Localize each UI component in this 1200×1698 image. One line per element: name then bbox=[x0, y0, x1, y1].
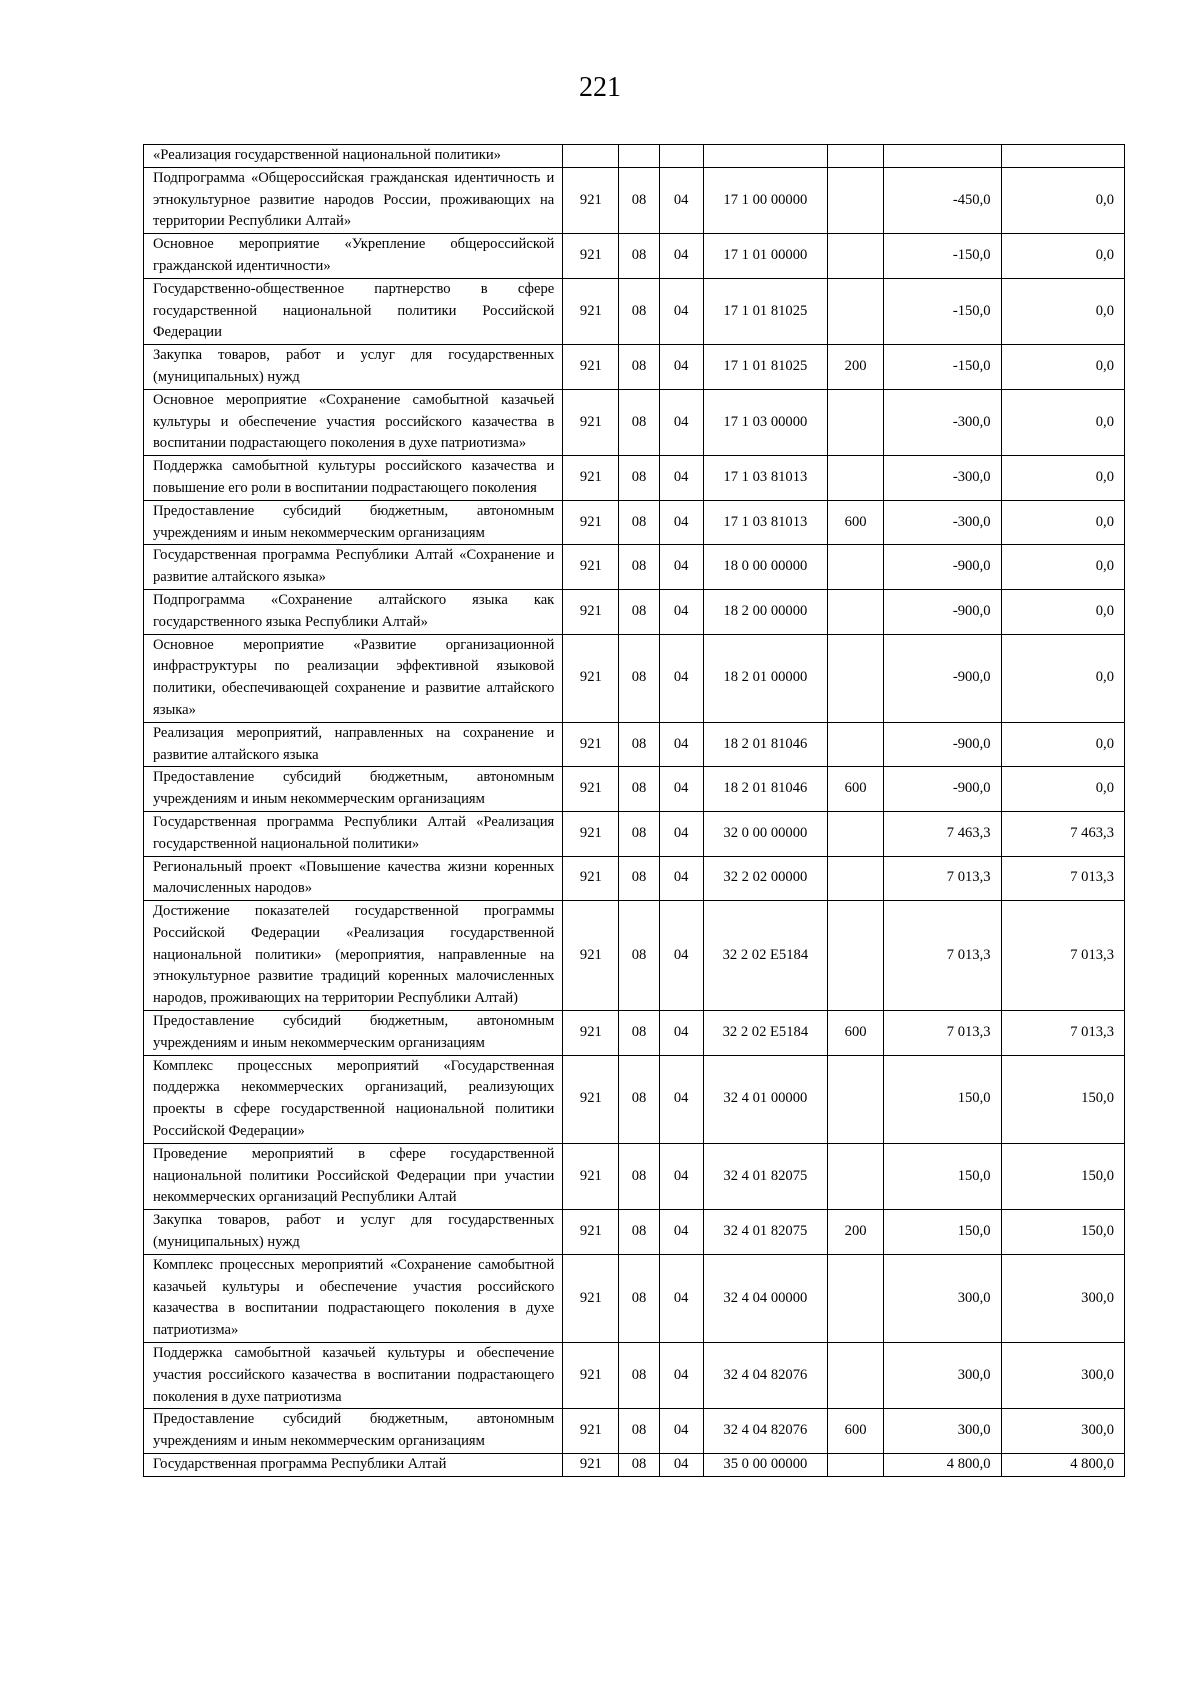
expense-type-cell: 600 bbox=[828, 1409, 884, 1454]
row-name-cell: Региональный проект «Повышение качества жизни коренных малочисленных народов» bbox=[144, 856, 563, 901]
subsection-code-cell: 04 bbox=[659, 1011, 703, 1056]
ministry-code-cell: 921 bbox=[563, 456, 619, 501]
table-row bbox=[144, 1011, 1125, 1056]
amount-cell-2: 150,0 bbox=[1001, 1143, 1124, 1209]
amount-cell-1: -450,0 bbox=[884, 167, 1001, 233]
expense-type-cell bbox=[828, 1143, 884, 1209]
row-name-cell: Подпрограмма «Сохранение алтайского языка как государственного языка Республики Алтай» bbox=[144, 589, 563, 634]
section-code-cell: 08 bbox=[619, 500, 659, 545]
table-row bbox=[144, 456, 1125, 501]
amount-cell-1: 7 013,3 bbox=[884, 856, 1001, 901]
subsection-code-cell: 04 bbox=[659, 278, 703, 344]
amount-cell-2 bbox=[1001, 145, 1124, 168]
row-name-cell: Реализация мероприятий, направленных на сохранение и развитие алтайского языка bbox=[144, 722, 563, 767]
expense-type-cell bbox=[828, 901, 884, 1011]
subsection-code-cell: 04 bbox=[659, 1454, 703, 1477]
target-article-cell: 17 1 01 81025 bbox=[703, 278, 827, 344]
amount-cell-2: 150,0 bbox=[1001, 1055, 1124, 1143]
amount-cell-1: 7 013,3 bbox=[884, 1011, 1001, 1056]
amount-cell-1: -900,0 bbox=[884, 722, 1001, 767]
amount-cell-2: 0,0 bbox=[1001, 278, 1124, 344]
ministry-code-cell: 921 bbox=[563, 589, 619, 634]
amount-cell-1: -900,0 bbox=[884, 634, 1001, 722]
table-row bbox=[144, 1454, 1125, 1477]
section-code-cell bbox=[619, 145, 659, 168]
amount-cell-2: 0,0 bbox=[1001, 634, 1124, 722]
section-code-cell: 08 bbox=[619, 1055, 659, 1143]
amount-cell-2: 0,0 bbox=[1001, 345, 1124, 390]
expense-type-cell bbox=[828, 456, 884, 501]
amount-cell-1: -300,0 bbox=[884, 389, 1001, 455]
table-row bbox=[144, 145, 1125, 168]
row-name-cell: Предоставление субсидий бюджетным, автономным учреждениям и иным некоммерческим организациям bbox=[144, 500, 563, 545]
section-code-cell: 08 bbox=[619, 456, 659, 501]
ministry-code-cell: 921 bbox=[563, 1210, 619, 1255]
amount-cell-1: -150,0 bbox=[884, 234, 1001, 279]
table-row bbox=[144, 389, 1125, 455]
target-article-cell: 32 2 02 00000 bbox=[703, 856, 827, 901]
subsection-code-cell: 04 bbox=[659, 1210, 703, 1255]
expense-type-cell: 200 bbox=[828, 1210, 884, 1255]
table-row bbox=[144, 345, 1125, 390]
target-article-cell: 35 0 00 00000 bbox=[703, 1454, 827, 1477]
row-name-cell: «Реализация государственной национальной политики» bbox=[144, 145, 563, 168]
subsection-code-cell: 04 bbox=[659, 811, 703, 856]
section-code-cell: 08 bbox=[619, 167, 659, 233]
section-code-cell: 08 bbox=[619, 634, 659, 722]
row-name-cell: Закупка товаров, работ и услуг для государственных (муниципальных) нужд bbox=[144, 1210, 563, 1255]
expense-type-cell bbox=[828, 545, 884, 590]
ministry-code-cell: 921 bbox=[563, 811, 619, 856]
target-article-cell: 32 4 04 82076 bbox=[703, 1343, 827, 1409]
target-article-cell: 17 1 03 00000 bbox=[703, 389, 827, 455]
amount-cell-2: 0,0 bbox=[1001, 545, 1124, 590]
expense-type-cell bbox=[828, 1454, 884, 1477]
table-row bbox=[144, 1409, 1125, 1454]
subsection-code-cell: 04 bbox=[659, 1343, 703, 1409]
target-article-cell: 18 2 01 81046 bbox=[703, 767, 827, 812]
amount-cell-1: 4 800,0 bbox=[884, 1454, 1001, 1477]
subsection-code-cell bbox=[659, 145, 703, 168]
expense-type-cell bbox=[828, 234, 884, 279]
table-row bbox=[144, 901, 1125, 1011]
subsection-code-cell: 04 bbox=[659, 167, 703, 233]
row-name-cell: Предоставление субсидий бюджетным, автономным учреждениям и иным некоммерческим организациям bbox=[144, 1011, 563, 1056]
row-name-cell: Основное мероприятие «Укрепление общероссийской гражданской идентичности» bbox=[144, 234, 563, 279]
expense-type-cell bbox=[828, 389, 884, 455]
expense-type-cell bbox=[828, 1055, 884, 1143]
table-row bbox=[144, 767, 1125, 812]
row-name-cell: Проведение мероприятий в сфере государственной национальной политики Российской Федерации при участии некоммерческих организаций Республики Алтай bbox=[144, 1143, 563, 1209]
row-name-cell: Достижение показателей государственной программы Российской Федерации «Реализация государственной национальной политики» (мероприятия, направленные на этнокультурное развитие традиций коренных малочисленных народов, проживающих на территории Республики Алтай) bbox=[144, 901, 563, 1011]
ministry-code-cell: 921 bbox=[563, 1409, 619, 1454]
section-code-cell: 08 bbox=[619, 345, 659, 390]
subsection-code-cell: 04 bbox=[659, 767, 703, 812]
ministry-code-cell: 921 bbox=[563, 634, 619, 722]
ministry-code-cell: 921 bbox=[563, 545, 619, 590]
ministry-code-cell: 921 bbox=[563, 1254, 619, 1342]
amount-cell-1: -900,0 bbox=[884, 589, 1001, 634]
amount-cell-2: 7 013,3 bbox=[1001, 901, 1124, 1011]
subsection-code-cell: 04 bbox=[659, 722, 703, 767]
subsection-code-cell: 04 bbox=[659, 234, 703, 279]
expense-type-cell bbox=[828, 1254, 884, 1342]
subsection-code-cell: 04 bbox=[659, 1055, 703, 1143]
amount-cell-2: 300,0 bbox=[1001, 1343, 1124, 1409]
row-name-cell: Предоставление субсидий бюджетным, автономным учреждениям и иным некоммерческим организациям bbox=[144, 1409, 563, 1454]
section-code-cell: 08 bbox=[619, 589, 659, 634]
section-code-cell: 08 bbox=[619, 1409, 659, 1454]
target-article-cell: 18 2 01 81046 bbox=[703, 722, 827, 767]
ministry-code-cell: 921 bbox=[563, 234, 619, 279]
section-code-cell: 08 bbox=[619, 1011, 659, 1056]
expense-type-cell bbox=[828, 634, 884, 722]
amount-cell-1: 7 013,3 bbox=[884, 901, 1001, 1011]
amount-cell-1: 7 463,3 bbox=[884, 811, 1001, 856]
section-code-cell: 08 bbox=[619, 901, 659, 1011]
target-article-cell: 32 0 00 00000 bbox=[703, 811, 827, 856]
amount-cell-1: 300,0 bbox=[884, 1343, 1001, 1409]
amount-cell-2: 7 013,3 bbox=[1001, 1011, 1124, 1056]
section-code-cell: 08 bbox=[619, 545, 659, 590]
section-code-cell: 08 bbox=[619, 1454, 659, 1477]
expense-type-cell bbox=[828, 589, 884, 634]
row-name-cell: Поддержка самобытной культуры российского казачества и повышение его роли в воспитании подрастающего поколения bbox=[144, 456, 563, 501]
target-article-cell: 17 1 01 81025 bbox=[703, 345, 827, 390]
table-row bbox=[144, 1055, 1125, 1143]
subsection-code-cell: 04 bbox=[659, 901, 703, 1011]
ministry-code-cell: 921 bbox=[563, 1143, 619, 1209]
target-article-cell: 32 4 04 82076 bbox=[703, 1409, 827, 1454]
target-article-cell: 32 4 01 82075 bbox=[703, 1210, 827, 1255]
ministry-code-cell: 921 bbox=[563, 278, 619, 344]
subsection-code-cell: 04 bbox=[659, 500, 703, 545]
section-code-cell: 08 bbox=[619, 1343, 659, 1409]
subsection-code-cell: 04 bbox=[659, 456, 703, 501]
expense-type-cell bbox=[828, 278, 884, 344]
table-row bbox=[144, 234, 1125, 279]
row-name-cell: Подпрограмма «Общероссийская гражданская идентичность и этнокультурное развитие народов России, проживающих на территории Республики Алтай» bbox=[144, 167, 563, 233]
target-article-cell: 17 1 03 81013 bbox=[703, 456, 827, 501]
section-code-cell: 08 bbox=[619, 856, 659, 901]
amount-cell-1: -300,0 bbox=[884, 500, 1001, 545]
amount-cell-1: -150,0 bbox=[884, 278, 1001, 344]
amount-cell-1: 150,0 bbox=[884, 1055, 1001, 1143]
amount-cell-1 bbox=[884, 145, 1001, 168]
ministry-code-cell: 921 bbox=[563, 345, 619, 390]
table-row bbox=[144, 1254, 1125, 1342]
amount-cell-1: 300,0 bbox=[884, 1254, 1001, 1342]
target-article-cell bbox=[703, 145, 827, 168]
section-code-cell: 08 bbox=[619, 1254, 659, 1342]
section-code-cell: 08 bbox=[619, 389, 659, 455]
table-row bbox=[144, 634, 1125, 722]
row-name-cell: Закупка товаров, работ и услуг для государственных (муниципальных) нужд bbox=[144, 345, 563, 390]
row-name-cell: Основное мероприятие «Развитие организационной инфраструктуры по реализации эффективной языковой политики, обеспечивающей сохранение и развитие алтайского языка» bbox=[144, 634, 563, 722]
row-name-cell: Комплекс процессных мероприятий «Сохранение самобытной казачьей культуры и обеспечение участия российского казачества в воспитании подрастающего поколения в духе патриотизма» bbox=[144, 1254, 563, 1342]
amount-cell-1: 150,0 bbox=[884, 1210, 1001, 1255]
amount-cell-2: 0,0 bbox=[1001, 389, 1124, 455]
row-name-cell: Поддержка самобытной казачьей культуры и обеспечение участия российского казачества в воспитании подрастающего поколения в духе патриотизма bbox=[144, 1343, 563, 1409]
section-code-cell: 08 bbox=[619, 1143, 659, 1209]
expense-type-cell bbox=[828, 856, 884, 901]
row-name-cell: Государственная программа Республики Алтай «Сохранение и развитие алтайского языка» bbox=[144, 545, 563, 590]
target-article-cell: 32 2 02 E5184 bbox=[703, 1011, 827, 1056]
table-row bbox=[144, 545, 1125, 590]
expense-type-cell bbox=[828, 167, 884, 233]
page-number: 221 bbox=[579, 72, 621, 103]
table-row bbox=[144, 278, 1125, 344]
target-article-cell: 17 1 03 81013 bbox=[703, 500, 827, 545]
ministry-code-cell: 921 bbox=[563, 167, 619, 233]
amount-cell-1: -900,0 bbox=[884, 545, 1001, 590]
target-article-cell: 17 1 00 00000 bbox=[703, 167, 827, 233]
amount-cell-1: -900,0 bbox=[884, 767, 1001, 812]
target-article-cell: 32 4 01 00000 bbox=[703, 1055, 827, 1143]
expense-type-cell: 600 bbox=[828, 1011, 884, 1056]
expense-type-cell: 200 bbox=[828, 345, 884, 390]
table-row bbox=[144, 856, 1125, 901]
amount-cell-1: -150,0 bbox=[884, 345, 1001, 390]
amount-cell-1: 300,0 bbox=[884, 1409, 1001, 1454]
expense-type-cell bbox=[828, 722, 884, 767]
target-article-cell: 17 1 01 00000 bbox=[703, 234, 827, 279]
amount-cell-2: 150,0 bbox=[1001, 1210, 1124, 1255]
row-name-cell: Комплекс процессных мероприятий «Государственная поддержка некоммерческих организаций, реализующих проекты в сфере государственной национальной политики Российской Федерации» bbox=[144, 1055, 563, 1143]
subsection-code-cell: 04 bbox=[659, 1254, 703, 1342]
ministry-code-cell: 921 bbox=[563, 722, 619, 767]
amount-cell-2: 0,0 bbox=[1001, 589, 1124, 634]
ministry-code-cell: 921 bbox=[563, 856, 619, 901]
budget-table bbox=[143, 144, 1125, 1477]
ministry-code-cell: 921 bbox=[563, 1011, 619, 1056]
table-row bbox=[144, 811, 1125, 856]
row-name-cell: Государственная программа Республики Алтай «Реализация государственной национальной политики» bbox=[144, 811, 563, 856]
subsection-code-cell: 04 bbox=[659, 856, 703, 901]
amount-cell-2: 0,0 bbox=[1001, 767, 1124, 812]
section-code-cell: 08 bbox=[619, 722, 659, 767]
row-name-cell: Основное мероприятие «Сохранение самобытной казачьей культуры и обеспечение участия российского казачества в воспитании подрастающего поколения в духе патриотизма» bbox=[144, 389, 563, 455]
row-name-cell: Государственная программа Республики Алтай bbox=[144, 1454, 563, 1477]
ministry-code-cell: 921 bbox=[563, 1454, 619, 1477]
ministry-code-cell: 921 bbox=[563, 1055, 619, 1143]
subsection-code-cell: 04 bbox=[659, 1409, 703, 1454]
amount-cell-2: 0,0 bbox=[1001, 722, 1124, 767]
subsection-code-cell: 04 bbox=[659, 389, 703, 455]
amount-cell-2: 7 463,3 bbox=[1001, 811, 1124, 856]
target-article-cell: 18 0 00 00000 bbox=[703, 545, 827, 590]
ministry-code-cell: 921 bbox=[563, 389, 619, 455]
ministry-code-cell: 921 bbox=[563, 901, 619, 1011]
amount-cell-2: 300,0 bbox=[1001, 1254, 1124, 1342]
table-row bbox=[144, 1143, 1125, 1209]
subsection-code-cell: 04 bbox=[659, 589, 703, 634]
table-body bbox=[144, 145, 1125, 1477]
table-row bbox=[144, 1343, 1125, 1409]
target-article-cell: 32 4 01 82075 bbox=[703, 1143, 827, 1209]
ministry-code-cell: 921 bbox=[563, 1343, 619, 1409]
amount-cell-1: 150,0 bbox=[884, 1143, 1001, 1209]
target-article-cell: 32 2 02 E5184 bbox=[703, 901, 827, 1011]
section-code-cell: 08 bbox=[619, 767, 659, 812]
section-code-cell: 08 bbox=[619, 234, 659, 279]
expense-type-cell bbox=[828, 1343, 884, 1409]
expense-type-cell: 600 bbox=[828, 767, 884, 812]
expense-type-cell: 600 bbox=[828, 500, 884, 545]
ministry-code-cell: 921 bbox=[563, 767, 619, 812]
amount-cell-1: -300,0 bbox=[884, 456, 1001, 501]
subsection-code-cell: 04 bbox=[659, 345, 703, 390]
table-row bbox=[144, 167, 1125, 233]
amount-cell-2: 300,0 bbox=[1001, 1409, 1124, 1454]
section-code-cell: 08 bbox=[619, 1210, 659, 1255]
subsection-code-cell: 04 bbox=[659, 1143, 703, 1209]
table-row bbox=[144, 500, 1125, 545]
amount-cell-2: 0,0 bbox=[1001, 234, 1124, 279]
amount-cell-2: 4 800,0 bbox=[1001, 1454, 1124, 1477]
amount-cell-2: 0,0 bbox=[1001, 456, 1124, 501]
row-name-cell: Предоставление субсидий бюджетным, автономным учреждениям и иным некоммерческим организациям bbox=[144, 767, 563, 812]
target-article-cell: 32 4 04 00000 bbox=[703, 1254, 827, 1342]
expense-type-cell bbox=[828, 811, 884, 856]
section-code-cell: 08 bbox=[619, 278, 659, 344]
table-row bbox=[144, 589, 1125, 634]
target-article-cell: 18 2 00 00000 bbox=[703, 589, 827, 634]
row-name-cell: Государственно-общественное партнерство в сфере государственной национальной политики Российской Федерации bbox=[144, 278, 563, 344]
section-code-cell: 08 bbox=[619, 811, 659, 856]
ministry-code-cell bbox=[563, 145, 619, 168]
subsection-code-cell: 04 bbox=[659, 634, 703, 722]
amount-cell-2: 0,0 bbox=[1001, 167, 1124, 233]
expense-type-cell bbox=[828, 145, 884, 168]
target-article-cell: 18 2 01 00000 bbox=[703, 634, 827, 722]
amount-cell-2: 7 013,3 bbox=[1001, 856, 1124, 901]
table-row bbox=[144, 1210, 1125, 1255]
table-row bbox=[144, 722, 1125, 767]
ministry-code-cell: 921 bbox=[563, 500, 619, 545]
subsection-code-cell: 04 bbox=[659, 545, 703, 590]
amount-cell-2: 0,0 bbox=[1001, 500, 1124, 545]
